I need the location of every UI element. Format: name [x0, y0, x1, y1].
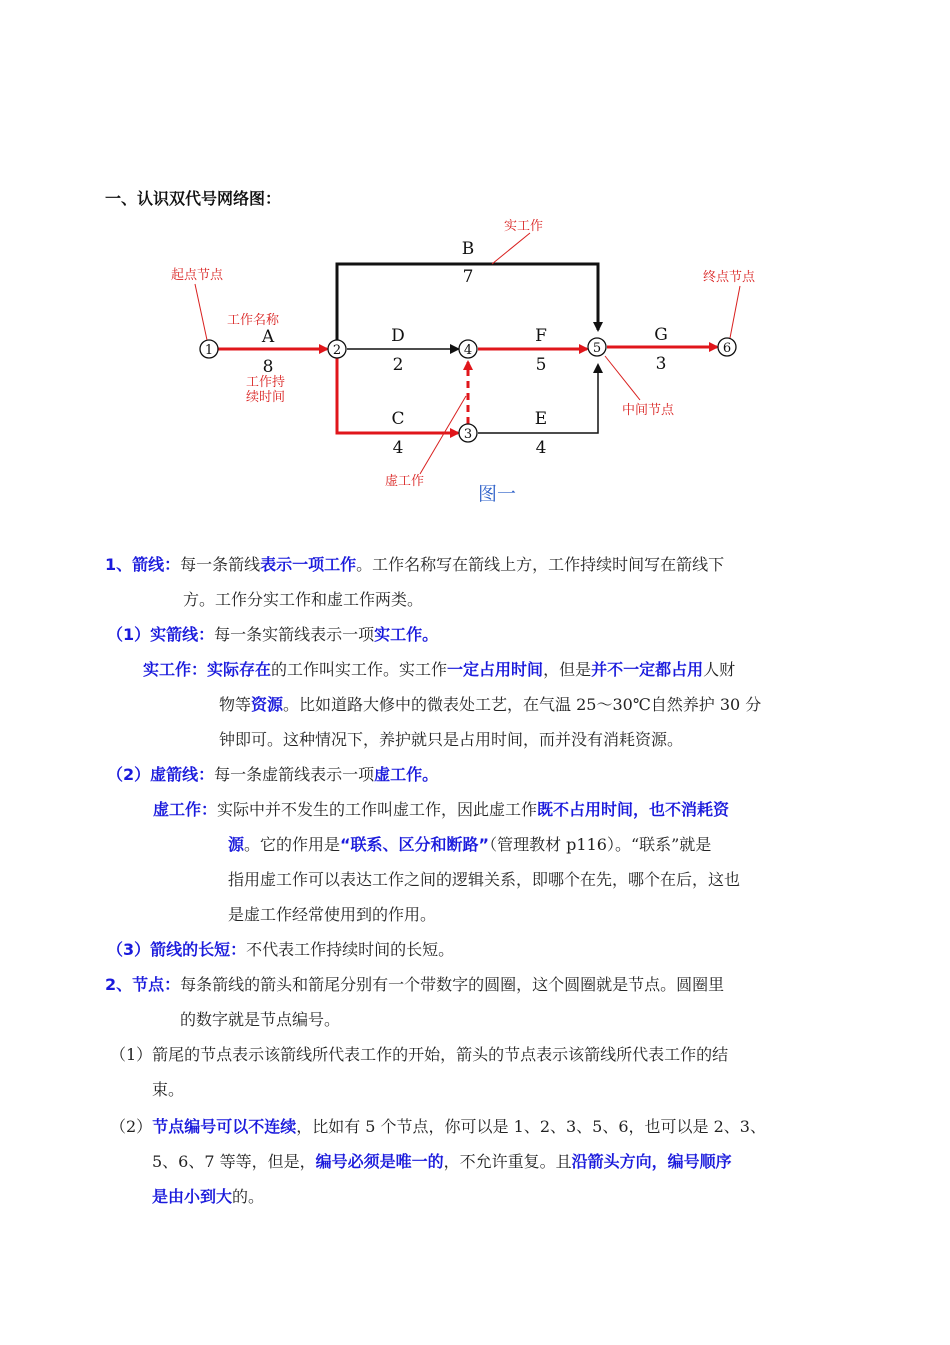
- pointer-mid-node: [605, 356, 640, 400]
- text-run: 每条箭线的箭头和箭尾分别有一个带数字的圆圈，这个圆圈就是节点。圆圈里: [180, 975, 725, 994]
- pointer-end-node: [730, 286, 740, 338]
- activity-D-name: D: [391, 326, 405, 346]
- virtual-work-line-1: [153, 799, 729, 821]
- activity-G-name: G: [654, 325, 668, 345]
- text-run: （2）: [110, 1117, 153, 1136]
- activity-F-duration: 5: [535, 355, 547, 375]
- text-run: “联系、区分和断路”: [340, 835, 490, 854]
- section-2-1-line-2: [152, 1079, 184, 1101]
- label-end-node: 终点节点: [703, 270, 756, 285]
- section-2-line-1: [105, 974, 724, 996]
- real-work-line-2: [219, 694, 761, 716]
- text-run: 人财: [703, 660, 736, 679]
- section-1-1: [107, 624, 438, 646]
- svg-text:3: 3: [463, 427, 473, 442]
- text-run: 2、节点：: [105, 975, 181, 994]
- real-work-line-1: [143, 659, 735, 681]
- text-run: （3）箭线的长短：: [107, 940, 247, 959]
- svg-text:6: 6: [722, 341, 732, 356]
- label-mid-node: 中间节点: [622, 403, 675, 418]
- virtual-work-line-3: [228, 869, 740, 891]
- text-run: （管理教材 p116）。“联系”就是: [489, 835, 712, 854]
- section-2-2-line-2: [152, 1151, 732, 1173]
- section-2-2-line-3: [152, 1186, 264, 1208]
- section-2-line-2: [180, 1009, 340, 1031]
- section-1-2: [107, 764, 438, 786]
- section-heading: 一、认识双代号网络图：: [105, 189, 282, 208]
- activity-B-duration: 7: [462, 267, 474, 287]
- text-run: 的。: [232, 1187, 265, 1206]
- text-run: 。比如道路大修中的微表处工艺，在气温 25～30℃自然养护 30 分: [283, 695, 762, 714]
- section-2-2-line-1: [110, 1116, 766, 1138]
- section-1-3: [107, 939, 454, 961]
- text-run: 资源: [251, 695, 284, 714]
- node-4: [459, 340, 477, 358]
- pointer-real-work: [492, 233, 530, 264]
- text-run: 虚工作：: [153, 800, 218, 819]
- svg-text:2: 2: [332, 343, 342, 358]
- text-run: 。它的作用是: [244, 835, 341, 854]
- text-run: 束。: [152, 1080, 185, 1099]
- text-run: 1、箭线：: [105, 555, 181, 574]
- text-run: ，但是: [543, 660, 592, 679]
- text-run: 的数字就是节点编号。: [180, 1010, 341, 1029]
- text-run: 是由小到大: [152, 1187, 233, 1206]
- text-run: 。工作名称写在箭线上方，工作持续时间写在箭线下: [356, 555, 725, 574]
- activity-A-name: A: [261, 327, 275, 347]
- text-run: 源: [228, 835, 245, 854]
- real-work-line-3: [219, 729, 683, 751]
- pointer-start-node: [195, 284, 207, 340]
- node-1: [200, 340, 218, 358]
- text-run: 实工作：: [143, 660, 208, 679]
- text-run: 方。工作分实工作和虚工作两类。: [183, 590, 424, 609]
- activity-C-duration: 4: [392, 438, 404, 458]
- text-run: 既不占用时间，也不消耗资: [537, 800, 730, 819]
- virtual-work-line-2: [228, 834, 711, 856]
- text-run: 钟即可。这种情况下，养护就只是占用时间，而并没有消耗资源。: [219, 730, 684, 749]
- text-run: 物等: [219, 695, 252, 714]
- text-run: 沿箭头方向，编号顺序: [571, 1152, 732, 1171]
- figure-caption: 图一: [478, 483, 517, 505]
- label-work-duration-2: 续时间: [246, 390, 286, 405]
- label-real-work: 实工作: [504, 219, 544, 234]
- activity-E-duration: 4: [535, 438, 547, 458]
- text-run: 是虚工作经常使用到的作用。: [228, 905, 437, 924]
- text-run: 并不一定都占用: [591, 660, 704, 679]
- svg-text:4: 4: [463, 343, 473, 358]
- text-run: （1）箭尾的节点表示该箭线所代表工作的开始，箭头的节点表示该箭线所代表工作的结: [110, 1045, 729, 1064]
- activity-D-duration: 2: [392, 355, 404, 375]
- text-run: 每一条箭线: [180, 555, 261, 574]
- node-2: [328, 340, 346, 358]
- text-run: 每一条实箭线表示一项: [214, 625, 375, 644]
- label-work-name: 工作名称: [227, 313, 280, 328]
- text-run: ，不允许重复。且: [443, 1152, 572, 1171]
- activity-G-duration: 3: [655, 354, 667, 374]
- text-run: （2）虚箭线：: [107, 765, 215, 784]
- activity-A-duration: 8: [262, 357, 274, 377]
- text-run: ，比如有 5 个节点，你可以是 1、2、3、5、6，也可以是 2、3、: [296, 1117, 766, 1136]
- text-run: 指用虚工作可以表达工作之间的逻辑关系，即哪个在先，哪个在后，这也: [228, 870, 741, 889]
- virtual-work-line-4: [228, 904, 436, 926]
- text-run: 的工作叫实工作。实工作: [271, 660, 448, 679]
- text-run: 每一条虚箭线表示一项: [214, 765, 375, 784]
- svg-text:5: 5: [592, 341, 602, 356]
- text-run: 节点编号可以不连续: [152, 1117, 297, 1136]
- text-run: 不代表工作持续时间的长短。: [246, 940, 455, 959]
- node-5: [588, 338, 606, 356]
- text-run: （1）实箭线：: [107, 625, 215, 644]
- text-run: 表示一项工作: [260, 555, 357, 574]
- text-run: 一定占用时间: [447, 660, 544, 679]
- section-1-line-2: [183, 589, 423, 611]
- activity-E-name: E: [534, 409, 548, 429]
- label-start-node: 起点节点: [171, 268, 224, 283]
- text-run: 实际中并不发生的工作叫虚工作，因此虚工作: [217, 800, 538, 819]
- activity-F-name: F: [535, 326, 547, 346]
- section-1-line-1: [105, 554, 724, 576]
- node-3: [459, 424, 477, 442]
- label-virtual-work: 虚工作: [385, 474, 425, 489]
- activity-B-name: B: [461, 239, 475, 259]
- network-diagram: [0, 0, 950, 520]
- text-run: 实工作。: [374, 625, 439, 644]
- text-run: 虚工作。: [374, 765, 439, 784]
- text-run: 实际存在: [207, 660, 272, 679]
- node-6: [718, 338, 736, 356]
- text-run: 编号必须是唯一的: [315, 1152, 444, 1171]
- svg-text:1: 1: [204, 343, 214, 358]
- section-2-1-line-1: [110, 1044, 728, 1066]
- activity-C-name: C: [391, 409, 405, 429]
- label-work-duration-1: 工作持: [246, 375, 286, 390]
- text-run: 5、6、7 等等，但是，: [152, 1152, 316, 1171]
